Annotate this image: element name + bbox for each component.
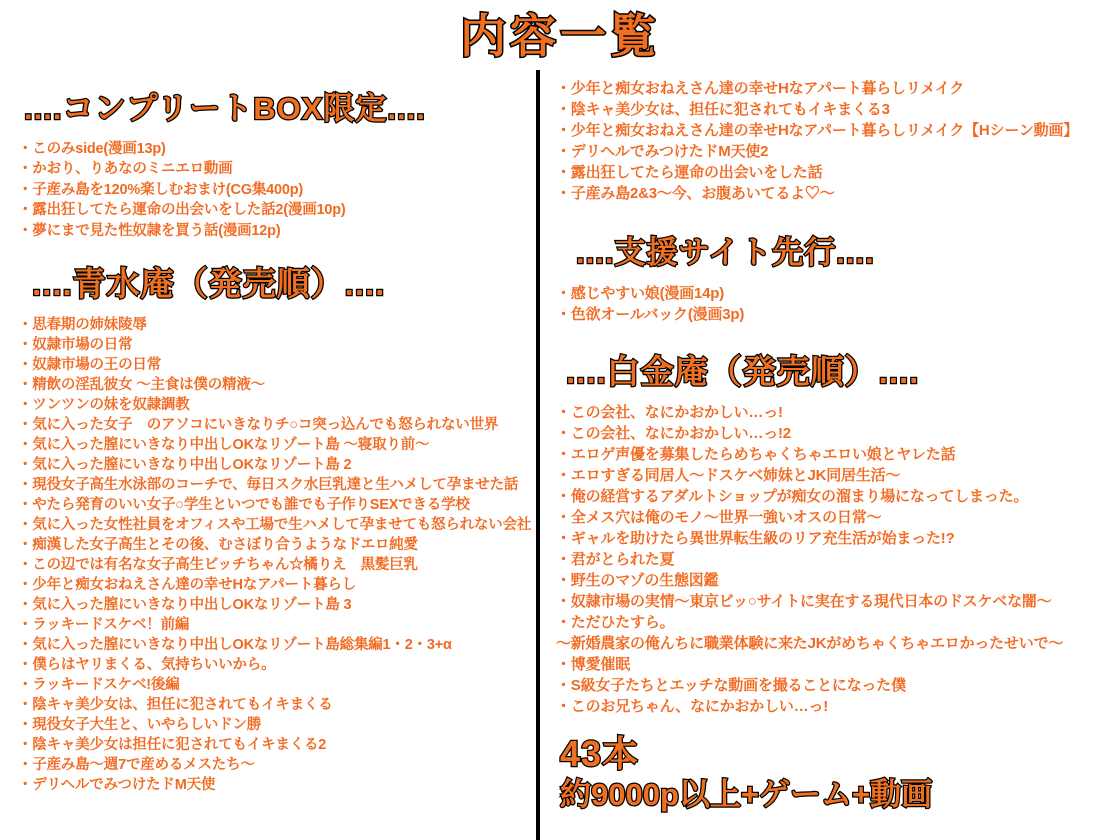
seisuian-list — [18, 315, 532, 795]
list-item: ・デリヘルでみつけたドM天使2 — [556, 143, 769, 160]
list-item: ・現役女子高生水泳部のコーチで、毎日スク水巨乳達と生ハメして孕ませた話 — [18, 476, 519, 493]
seisuian-continued-list — [556, 78, 1106, 204]
list-item: ・少年と痴女おねえさん達の幸せHなアパート暮らしリメイク【Hシーン動画】 — [556, 122, 1079, 139]
list-item: ・感じやすい娘(漫画14p) — [556, 284, 725, 302]
list-item: ・ツンツンの妹を奴隷調教 — [18, 396, 190, 413]
list-item: ・ギャルを助けたら異世界転生級のリア充生活が始まった!? — [556, 530, 955, 547]
shien-site-heading: ....支援サイト先行.... — [576, 235, 875, 270]
list-item: ・俺の経営するアダルトショップが痴女の溜まり場になってしまった。 — [556, 488, 1029, 505]
list-item: ・露出狂してたら運命の出会いをした話2(漫画10p) — [18, 202, 346, 219]
list-item: ・陰キャ美少女は、担任に犯されてもイキまくる — [18, 696, 333, 713]
hakkinan-list — [556, 402, 1106, 717]
list-item: ・デリヘルでみつけたドM天使 — [18, 776, 216, 793]
list-item: ・陰キャ美少女は担任に犯されてもイキまくる2 — [18, 736, 327, 753]
list-item: ・子産み島～週7で産めるメスたち～ — [18, 756, 255, 773]
list-item: ・子産み島を120%楽しむおまけ(CG集400p) — [18, 181, 304, 198]
footer-summary — [556, 733, 1106, 815]
right-top-spacer — [556, 70, 1106, 78]
complete-box-heading: ....コンプリートBOX限定.... — [24, 91, 426, 126]
list-item: ・全メス穴は俺のモノ～世界一強いオスの日常～ — [556, 509, 882, 526]
list-item: ・このお兄ちゃん、なにかおかしい…っ! — [556, 698, 829, 715]
list-item: ・子産み島2&3～今、お腹あいてるよ♡～ — [556, 185, 835, 202]
list-item: ・気に入った女子 のアソコにいきなりチ○コ突っ込んでも怒られない世界 — [18, 416, 499, 433]
list-item: ・思春期の姉妹陵辱 — [18, 316, 147, 333]
vertical-divider — [536, 70, 540, 840]
list-item: ・痴漢した女子高生とその後、むさぼり合うようなドエロ純愛 — [18, 536, 418, 553]
list-item: ・少年と痴女おねえさん達の幸せHなアパート暮らし — [18, 576, 357, 593]
list-item: ・気に入った膣にいきなり中出しOKなリゾート島総集編1・2・3+α — [18, 636, 452, 653]
list-item: ・色欲オールバック(漫画3p) — [556, 305, 745, 323]
list-item: ・エロゲ声優を募集したらめちゃくちゃエロい娘とヤレた話 — [556, 446, 956, 463]
list-item: ・この会社、なにかおかしい…っ!2 — [556, 425, 791, 442]
list-item: ・気に入った膣にいきなり中出しOKなリゾート島 3 — [18, 596, 352, 613]
list-item: ・ラッキードスケベ!後編 — [18, 676, 180, 693]
list-item: ・ただひたすら。 — [556, 614, 675, 631]
list-item: ・野生のマゾの生態図鑑 — [556, 572, 719, 589]
total-count: 43本 — [560, 733, 640, 774]
list-item: ・気に入った膣にいきなり中出しOKなリゾート島 2 — [18, 456, 352, 473]
list-item: ・少年と痴女おねえさん達の幸せHなアパート暮らしリメイク — [556, 80, 965, 97]
list-item: ・気に入った膣にいきなり中出しOKなリゾート島 ～寝取り前～ — [18, 436, 430, 453]
right-column — [542, 70, 1118, 840]
list-item: ・夢にまで見た性奴隷を買う話(漫画12p) — [18, 222, 281, 239]
list-item: ・エロすぎる同居人～ドスケベ姉妹とJK同居生活～ — [556, 467, 901, 484]
list-item: ・奴隷市場の実情～東京ビッ○サイトに実在する現代日本のドスケベな闇～ — [556, 593, 1052, 610]
seisuian-heading: ....青水庵（発売順）.... — [32, 265, 386, 303]
list-item: ・S級女子たちとエッチな動画を撮ることになった僕 — [556, 677, 906, 694]
shien-site-list — [556, 283, 1106, 325]
page-title: 内容一覧 — [460, 10, 660, 62]
list-item: ・陰キャ美少女は、担任に犯されてもイキまくる3 — [556, 101, 890, 118]
list-item: ・この会社、なにかおかしい…っ! — [556, 404, 783, 421]
list-item: ・奴隷市場の王の日常 — [18, 356, 161, 373]
columns-container — [0, 70, 1120, 840]
list-item: ・博愛催眠 — [556, 656, 631, 673]
list-item: ・やたら発育のいい女子○学生といつでも誰でも子作りSEXできる学校 — [18, 496, 470, 513]
complete-box-list — [18, 139, 522, 242]
total-pages: 約9000p以上+ゲーム+動画 — [560, 777, 933, 812]
list-item: ・この辺では有名な女子高生ビッチちゃん☆橘りえ 黒髪巨乳 — [18, 556, 418, 573]
list-item: ・奴隷市場の日常 — [18, 336, 133, 353]
list-item: ・精飲の淫乱彼女 ～主食は僕の精液～ — [18, 376, 265, 393]
list-item: ・君がとられた夏 — [556, 551, 675, 568]
hakkinan-heading: ....白金庵（発売順）.... — [566, 352, 920, 390]
list-item: ・ラッキードスケベ！前編 — [18, 616, 190, 633]
left-column — [0, 70, 534, 840]
list-item: ・露出狂してたら運命の出会いをした話 — [556, 164, 823, 181]
list-item: ～新婚農家の俺んちに職業体験に来たJKがめちゃくちゃエロかったせいで～ — [556, 635, 1064, 652]
list-item: ・かおり、りあなのミニエロ動画 — [18, 161, 233, 178]
list-item: ・僕らはヤリまくる、気持ちいいから。 — [18, 656, 276, 673]
list-item: ・このみside(漫画13p) — [18, 140, 166, 157]
list-item: ・現役女子大生と、いやらしいドン勝 — [18, 716, 262, 733]
list-item: ・気に入った女性社員をオフィスや工場で生ハメして孕ませても怒られない会社 — [18, 516, 532, 533]
